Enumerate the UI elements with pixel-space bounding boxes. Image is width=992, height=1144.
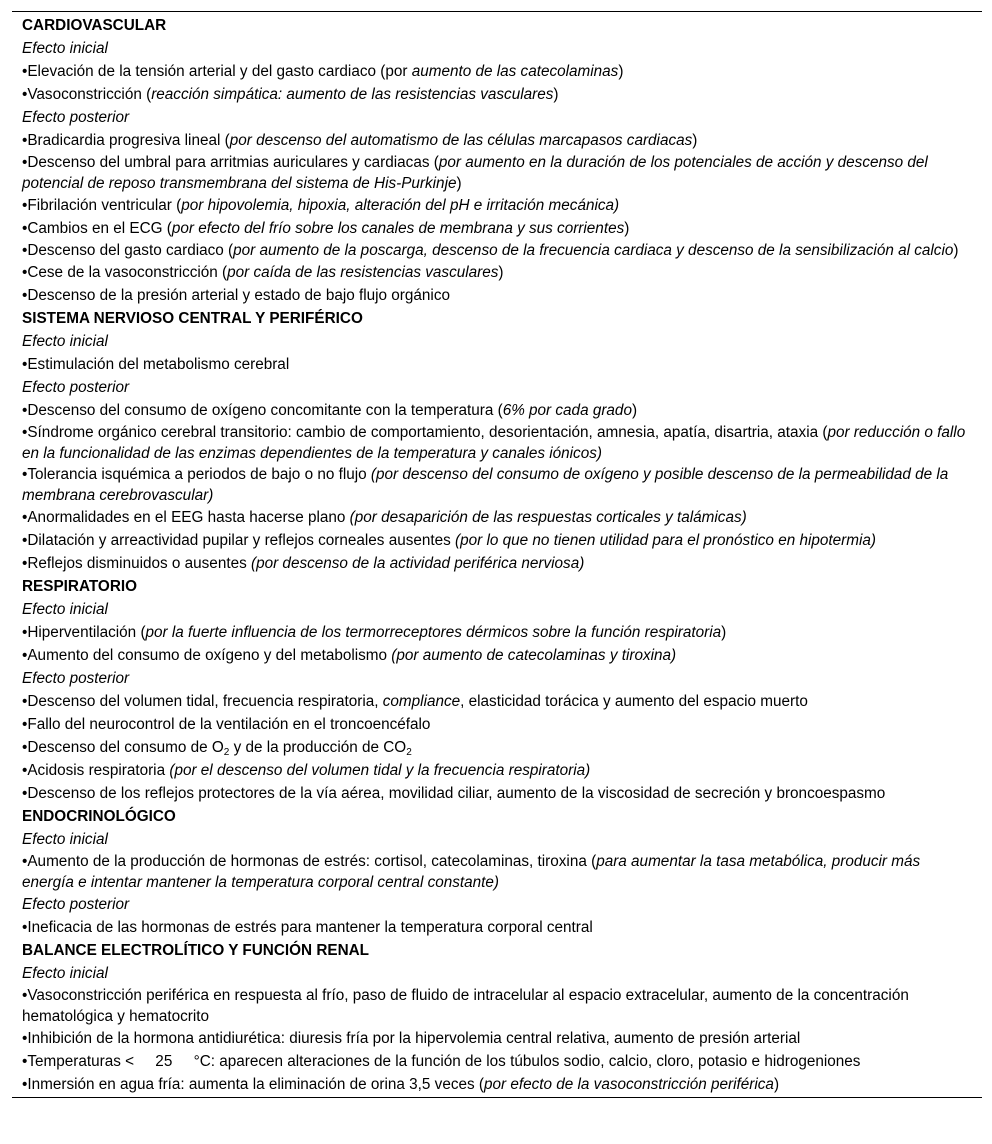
item-italic: reacción simpática: aumento de las resistencias vasculares xyxy=(151,86,554,103)
list-item xyxy=(22,60,972,83)
item-text: •Descenso de la presión arterial y estado de bajo flujo orgánico xyxy=(22,287,450,304)
item-text-end: ) xyxy=(721,624,727,641)
list-item xyxy=(22,217,972,240)
item-italic: por caída de las resistencias vasculares xyxy=(227,264,499,281)
item-italic: por reducción o fallo en la funcionalidad de las enzimas dependientes de la temperatura y canales iónicos) xyxy=(22,424,966,462)
item-text: •Fibrilación ventricular ( xyxy=(22,197,182,214)
section-heading: RESPIRATORIO xyxy=(22,578,138,595)
item-text: •Aumento de la producción de hormonas de estrés: cortisol, catecolaminas, tiroxina ( xyxy=(22,853,597,870)
item-italic: aumento de las catecolaminas xyxy=(411,63,619,80)
list-item xyxy=(22,851,972,893)
list-item xyxy=(22,759,972,782)
effect-label: Efecto inicial xyxy=(22,40,108,57)
item-italic: por la fuerte influencia de los termorreceptores dérmicos sobre la función respiratoria xyxy=(145,624,722,641)
item-text: y de la producción de CO xyxy=(229,739,407,756)
effect-label: Efecto posterior xyxy=(22,896,130,913)
item-text: •Inhibición de la hormona antidiurética: diuresis fría por la hipervolemia central relativa, aumento de presión arterial xyxy=(22,1030,801,1047)
item-text: •Cambios en el ECG ( xyxy=(22,220,172,237)
item-italic: para aumentar la tasa metabólica, producir más energía e intentar mantener la temperatura corporal central constante) xyxy=(22,853,921,891)
item-text-end: ) xyxy=(553,86,559,103)
list-item xyxy=(22,152,972,194)
list-item xyxy=(22,644,972,667)
item-text: •Hiperventilación ( xyxy=(22,624,146,641)
item-text: •Reflejos disminuidos o ausentes xyxy=(22,555,251,572)
list-item xyxy=(22,690,972,713)
list-item xyxy=(22,552,972,575)
item-text: •Cese de la vasoconstricción ( xyxy=(22,264,228,281)
list-item xyxy=(22,782,972,805)
list-item xyxy=(22,353,972,376)
effect-label: Efecto posterior xyxy=(22,109,130,126)
item-italic: por efecto de la vasoconstricción periférica xyxy=(483,1076,774,1093)
list-item xyxy=(22,1073,972,1096)
subscript: 2 xyxy=(406,747,412,758)
effect-label: Efecto inicial xyxy=(22,601,108,618)
section-heading: BALANCE ELECTROLÍTICO Y FUNCIÓN RENAL xyxy=(22,942,370,959)
list-item xyxy=(22,194,972,217)
section-heading: CARDIOVASCULAR xyxy=(22,17,167,34)
item-text-end: ) xyxy=(618,63,624,80)
item-italic: por aumento de la poscarga, descenso de la frecuencia cardiaca y descenso de la sensibilización al calcio xyxy=(233,242,954,259)
list-item xyxy=(22,736,972,759)
item-text: •Acidosis respiratoria xyxy=(22,762,170,779)
list-item xyxy=(22,916,972,939)
table-cell xyxy=(12,14,982,1096)
effect-label: Efecto inicial xyxy=(22,965,108,982)
list-item xyxy=(22,129,972,152)
item-text-end: ) xyxy=(692,132,698,149)
effect-label: Efecto inicial xyxy=(22,831,108,848)
item-text-end: ) xyxy=(631,402,638,419)
list-item xyxy=(22,1050,972,1073)
list-item xyxy=(22,422,972,464)
item-text: •Descenso del consumo de O xyxy=(22,739,224,756)
effect-label: Efecto posterior xyxy=(22,670,130,687)
list-item xyxy=(22,713,972,736)
item-text: •Elevación de la tensión arterial y del gasto cardiaco (por xyxy=(22,63,412,80)
item-text: •Ineficacia de las hormonas de estrés para mantener la temperatura corporal central xyxy=(22,919,593,936)
list-item xyxy=(22,464,972,506)
list-item xyxy=(22,261,972,284)
item-text: •Vasoconstricción periférica en respuesta al frío, paso de fluido de intracelular al espacio extracelular, aumento de la concentración hematológica y hematocrito xyxy=(22,987,909,1025)
item-italic: compliance xyxy=(382,693,461,710)
item-text: •Descenso del consumo de oxígeno concomitante con la temperatura ( xyxy=(22,402,503,419)
item-text: •Descenso de los reflejos protectores de la vía aérea, movilidad ciliar, aumento de la viscosidad de secreción y broncoespasmo xyxy=(22,785,886,802)
list-item xyxy=(22,83,972,106)
effects-table xyxy=(12,11,982,1098)
item-text-end: ) xyxy=(456,175,462,192)
item-italic: por aumento en la duración de los potenciales de acción y descenso del potencial de reposo transmembrana del sistema de His-Purkinje xyxy=(22,154,928,192)
item-text: •Bradicardia progresiva lineal ( xyxy=(22,132,230,149)
subscript: 2 xyxy=(223,747,230,758)
item-italic: por efecto del frío sobre los canales de membrana y sus corrientes xyxy=(171,220,625,237)
item-italic: (por aumento de catecolaminas y tiroxina) xyxy=(391,647,677,664)
effect-label: Efecto inicial xyxy=(22,333,108,350)
list-item xyxy=(22,1027,972,1050)
item-text: •Anormalidades en el EEG hasta hacerse plano xyxy=(22,509,350,526)
item-text-end: , elasticidad torácica y aumento del espacio muerto xyxy=(460,693,808,710)
item-text: •Estimulación del metabolismo cerebral xyxy=(22,356,290,373)
list-item xyxy=(22,529,972,552)
item-text: •Descenso del volumen tidal, frecuencia respiratoria, xyxy=(22,693,383,710)
item-italic: por hipovolemia, hipoxia, alteración del pH e irritación mecánica) xyxy=(181,197,620,214)
section-heading: ENDOCRINOLÓGICO xyxy=(22,808,176,825)
item-text: •Aumento del consumo de oxígeno y del metabolismo xyxy=(22,647,392,664)
item-text: •Síndrome orgánico cerebral transitorio: cambio de comportamiento, desorientación, amnesia, apatía, disartria, ataxia ( xyxy=(22,424,828,441)
item-text-end: ) xyxy=(624,220,630,237)
item-italic: (por desaparición de las respuestas corticales y talámicas) xyxy=(349,509,747,526)
list-item xyxy=(22,399,972,422)
list-item xyxy=(22,506,972,529)
list-item xyxy=(22,240,972,261)
item-italic: 6% por cada grado xyxy=(502,402,632,419)
item-text: •Dilatación y arreactividad pupilar y reflejos corneales ausentes xyxy=(22,532,456,549)
item-text: •Fallo del neurocontrol de la ventilación en el troncoencéfalo xyxy=(22,716,431,733)
section-heading: SISTEMA NERVIOSO CENTRAL Y PERIFÉRICO xyxy=(22,310,363,327)
list-item xyxy=(22,985,972,1027)
item-text-end: ) xyxy=(773,1076,780,1093)
effect-label: Efecto posterior xyxy=(22,379,130,396)
list-item xyxy=(22,621,972,644)
item-italic: (por lo que no tienen utilidad para el pronóstico en hipotermia) xyxy=(455,532,876,549)
item-text: •Vasoconstricción ( xyxy=(22,86,152,103)
item-text-end: ) xyxy=(953,242,959,259)
item-italic: (por descenso del consumo de oxígeno y posible descenso de la permeabilidad de la membrana cerebrovascular) xyxy=(22,466,949,504)
item-text: •Descenso del umbral para arritmias auriculares y cardiacas ( xyxy=(22,154,439,171)
item-text: •Tolerancia isquémica a periodos de bajo o no flujo xyxy=(22,466,371,483)
item-text: •Inmersión en agua fría: aumenta la eliminación de orina 3,5 veces ( xyxy=(22,1076,484,1093)
item-text-end: ) xyxy=(498,264,504,281)
item-text: •Temperaturas < 25 °C: aparecen alteraciones de la función de los túbulos sodio, calcio, cloro, potasio e hidrogeniones xyxy=(22,1053,861,1070)
list-item xyxy=(22,284,972,307)
item-italic: (por el descenso del volumen tidal y la frecuencia respiratoria) xyxy=(169,762,591,779)
item-text: •Descenso del gasto cardiaco ( xyxy=(22,242,234,259)
item-italic: (por descenso de la actividad periférica nerviosa) xyxy=(250,555,585,572)
item-italic: por descenso del automatismo de las células marcapasos cardiacas xyxy=(229,132,693,149)
